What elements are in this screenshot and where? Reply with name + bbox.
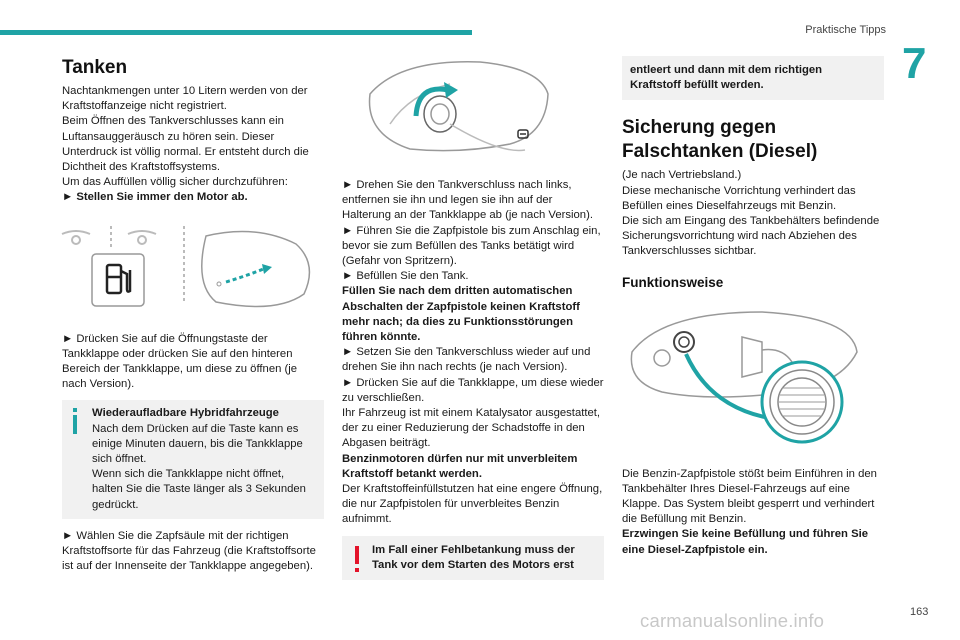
fuel-cap-illustration [350,54,550,172]
instruction-step: ► Drücken Sie auf die Öffnungstaste der Tankklappe oder drücken Sie auf den hinteren Bereich der Tankklappe, um diese zu öffnen (je nach Version). [62,332,298,391]
header-accent-bar [0,30,472,35]
info-text: Nach dem Drücken auf die Taste kann es einige Minuten dauern, bis die Tankklappe sich öffnet. [92,422,303,466]
info-text: Wenn sich die Tankklappe nicht öffnet, halten Sie die Taste länger als 3 Sekunden gedrückt. [92,468,306,511]
warning-text: entleert und dann mit dem richtigen Kraftstoff befüllt werden. [630,64,823,92]
section-heading-misfuel: Sicherung gegen Falschtanken (Diesel) [622,117,818,163]
paragraph: Nachtankmengen unter 10 Litern werden von der Kraftstoffanzeige nicht registriert. [62,85,308,113]
paragraph: Ihr Fahrzeug ist mit einem Katalysator ausgestattet, der zu einer Reduzierung der Schadstoffe in den Abgasen beiträgt. [342,407,601,450]
info-title: Wiederaufladbare Hybridfahrzeuge [92,407,279,420]
instruction-step: ► Wählen Sie die Zapfsäule mit der richtigen Kraftstoffsorte für das Fahrzeug (die Kraftstoffsorte ist auf der Innenseite der Tankklappe angegeben). [62,529,316,573]
column-right [622,56,884,558]
page-number: 163 [910,606,929,618]
paragraph: Beim Öffnen des Tankverschlusses kann ein Luftansauggeräusch zu hören sein. Dieser Unterdruck ist völlig normal. Er entsteht durch die Dichtheit des Kraftstoffsystems. [62,115,309,174]
misfuel-device-illustration [622,302,862,447]
warning-text: Im Fall einer Fehlbetankung muss der Tank vor dem Starten des Motors erst [372,543,575,571]
bold-note: Erzwingen Sie keine Befüllung und führen Sie eine Diesel-Zapfpistole ein. [622,528,869,556]
bold-note: Füllen Sie nach dem dritten automatischen Abschalten der Zapfpistole keinen Kraftstoff mehr nach; da dies zu Funktionsstörungen führen könnte. [342,285,580,344]
section-heading-tanken: Tanken [62,57,128,78]
paragraph: (Je nach Vertriebsland.) [622,169,742,182]
chapter-number: 7 [902,39,927,88]
paragraph: Die sich am Eingang des Tankbehälters befindende Sicherungsvorrichtung wird nach Abziehen des Tankverschlusses sichtbar. [622,215,880,258]
instruction-step: ► Drücken Sie auf die Tankklappe, um diese wieder zu verschließen. [342,376,604,404]
instruction-step: ► Drehen Sie den Tankverschluss nach links, entfernen sie ihn und legen sie ihn auf der Halterung an der Tankklappe ab (je nach Version). [342,179,593,222]
paragraph: Der Kraftstoffeinfüllstutzen hat eine engere Öffnung, die nur Zapfpistolen für unverbleites Benzin aufnimmt. [342,483,603,526]
column-middle [342,56,604,580]
instruction-step: ► Führen Sie die Zapfpistole bis zum Anschlag ein, bevor sie zum Befüllen des Tanks betätigt wird (Gefahr von Spritzern). [342,224,601,268]
warning-icon [352,546,362,572]
watermark: carmanualsonline.info [640,610,825,631]
bold-note: Benzinmotoren dürfen nur mit unverbleitem Kraftstoff betankt werden. [342,452,578,480]
fuel-flap-button-illustration [56,224,326,314]
section-title: Praktische Tipps [805,24,886,36]
warning-continuation-box [622,56,884,100]
instruction-step: ► Befüllen Sie den Tank. [342,270,469,283]
paragraph: Diese mechanische Vorrichtung verhindert das Befüllen eines Dieselfahrzeugs mit Benzin. [622,184,856,212]
warning-box [342,536,604,580]
column-left [62,56,324,574]
instruction-step: ► Setzen Sie den Tankverschluss wieder auf und drehen Sie ihn nach rechts (je nach Version). [342,346,591,374]
steering-wheel-icon [62,231,156,244]
paragraph: Die Benzin-Zapfpistole stößt beim Einführen in den Tankbehälter Ihres Diesel-Fahrzeugs auf eine Klappe. Das System bleibt gesperrt und verhindert die Befüllung mit Benzin. [622,467,877,526]
info-box-hybrid [62,400,324,518]
fuel-button [92,254,144,306]
subheading-function: Funktionsweise [622,274,724,290]
paragraph: Um das Auffüllen völlig sicher durchzuführen: [62,176,288,189]
instruction-step: ► Stellen Sie immer den Motor ab. [62,191,248,204]
info-icon [70,408,80,434]
fuel-flap-outline [202,231,310,306]
